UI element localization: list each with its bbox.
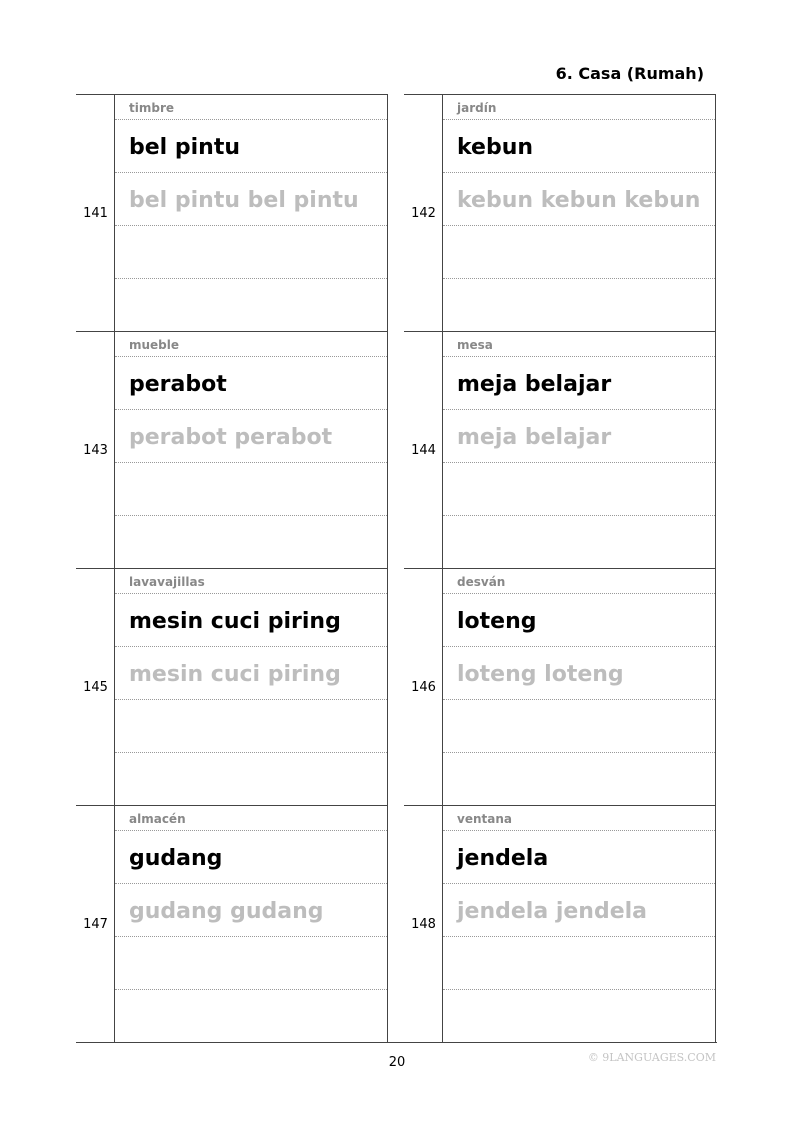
vocab-card-146 [404,568,716,805]
vocab-card-145 [76,568,388,805]
meaning-label: jardín [443,95,715,120]
section-title: 6. Casa (Rumah) [555,64,704,83]
trace-text: gudang gudang [115,884,387,937]
blank-practice-line [115,937,387,990]
writing-lines [115,569,387,805]
blank-practice-line [443,226,715,279]
writing-lines [115,95,387,331]
meaning-label: desván [443,569,715,594]
trace-text: loteng loteng [443,647,715,700]
card-number: 146 [411,680,436,695]
blank-practice-line [115,516,387,569]
blank-practice-line [443,937,715,990]
vocab-card-147 [76,805,388,1042]
trace-text: kebun kebun kebun [443,173,715,226]
blank-practice-line [443,700,715,753]
meaning-label: timbre [115,95,387,120]
card-number: 143 [83,443,108,458]
vocab-card-143 [76,331,388,568]
vocab-word: meja belajar [443,357,715,410]
bottom-rule [76,1042,717,1043]
vocabulary-grid [76,94,717,1042]
vocab-card-141 [76,94,388,331]
card-number: 145 [83,680,108,695]
blank-practice-line [115,700,387,753]
meaning-label: ventana [443,806,715,831]
blank-practice-line [443,753,715,806]
meaning-label: almacén [115,806,387,831]
vocab-word: jendela [443,831,715,884]
vocab-word: perabot [115,357,387,410]
blank-practice-line [115,463,387,516]
vocab-word: gudang [115,831,387,884]
trace-text: jendela jendela [443,884,715,937]
blank-practice-line [443,990,715,1043]
trace-text: bel pintu bel pintu [115,173,387,226]
trace-text: mesin cuci piring [115,647,387,700]
card-number: 142 [411,206,436,221]
card-number: 147 [83,917,108,932]
page-number: 20 [388,1055,406,1070]
blank-practice-line [443,279,715,332]
blank-practice-line [443,516,715,569]
writing-lines [443,806,715,1042]
vocab-word: bel pintu [115,120,387,173]
meaning-label: mesa [443,332,715,357]
writing-lines [115,806,387,1042]
writing-lines [443,95,715,331]
vocab-word: loteng [443,594,715,647]
blank-practice-line [115,990,387,1043]
writing-lines [443,569,715,805]
meaning-label: mueble [115,332,387,357]
blank-practice-line [443,463,715,516]
blank-practice-line [115,226,387,279]
card-number: 144 [411,443,436,458]
blank-practice-line [115,753,387,806]
card-number: 141 [83,206,108,221]
vocab-word: kebun [443,120,715,173]
card-number: 148 [411,917,436,932]
blank-practice-line [115,279,387,332]
writing-lines [443,332,715,568]
vocab-word: mesin cuci piring [115,594,387,647]
meaning-label: lavavajillas [115,569,387,594]
vocab-card-144 [404,331,716,568]
trace-text: meja belajar [443,410,715,463]
copyright-notice: © 9LANGUAGES.COM [587,1051,716,1064]
vocab-card-142 [404,94,716,331]
vocab-card-148 [404,805,716,1042]
writing-lines [115,332,387,568]
trace-text: perabot perabot [115,410,387,463]
